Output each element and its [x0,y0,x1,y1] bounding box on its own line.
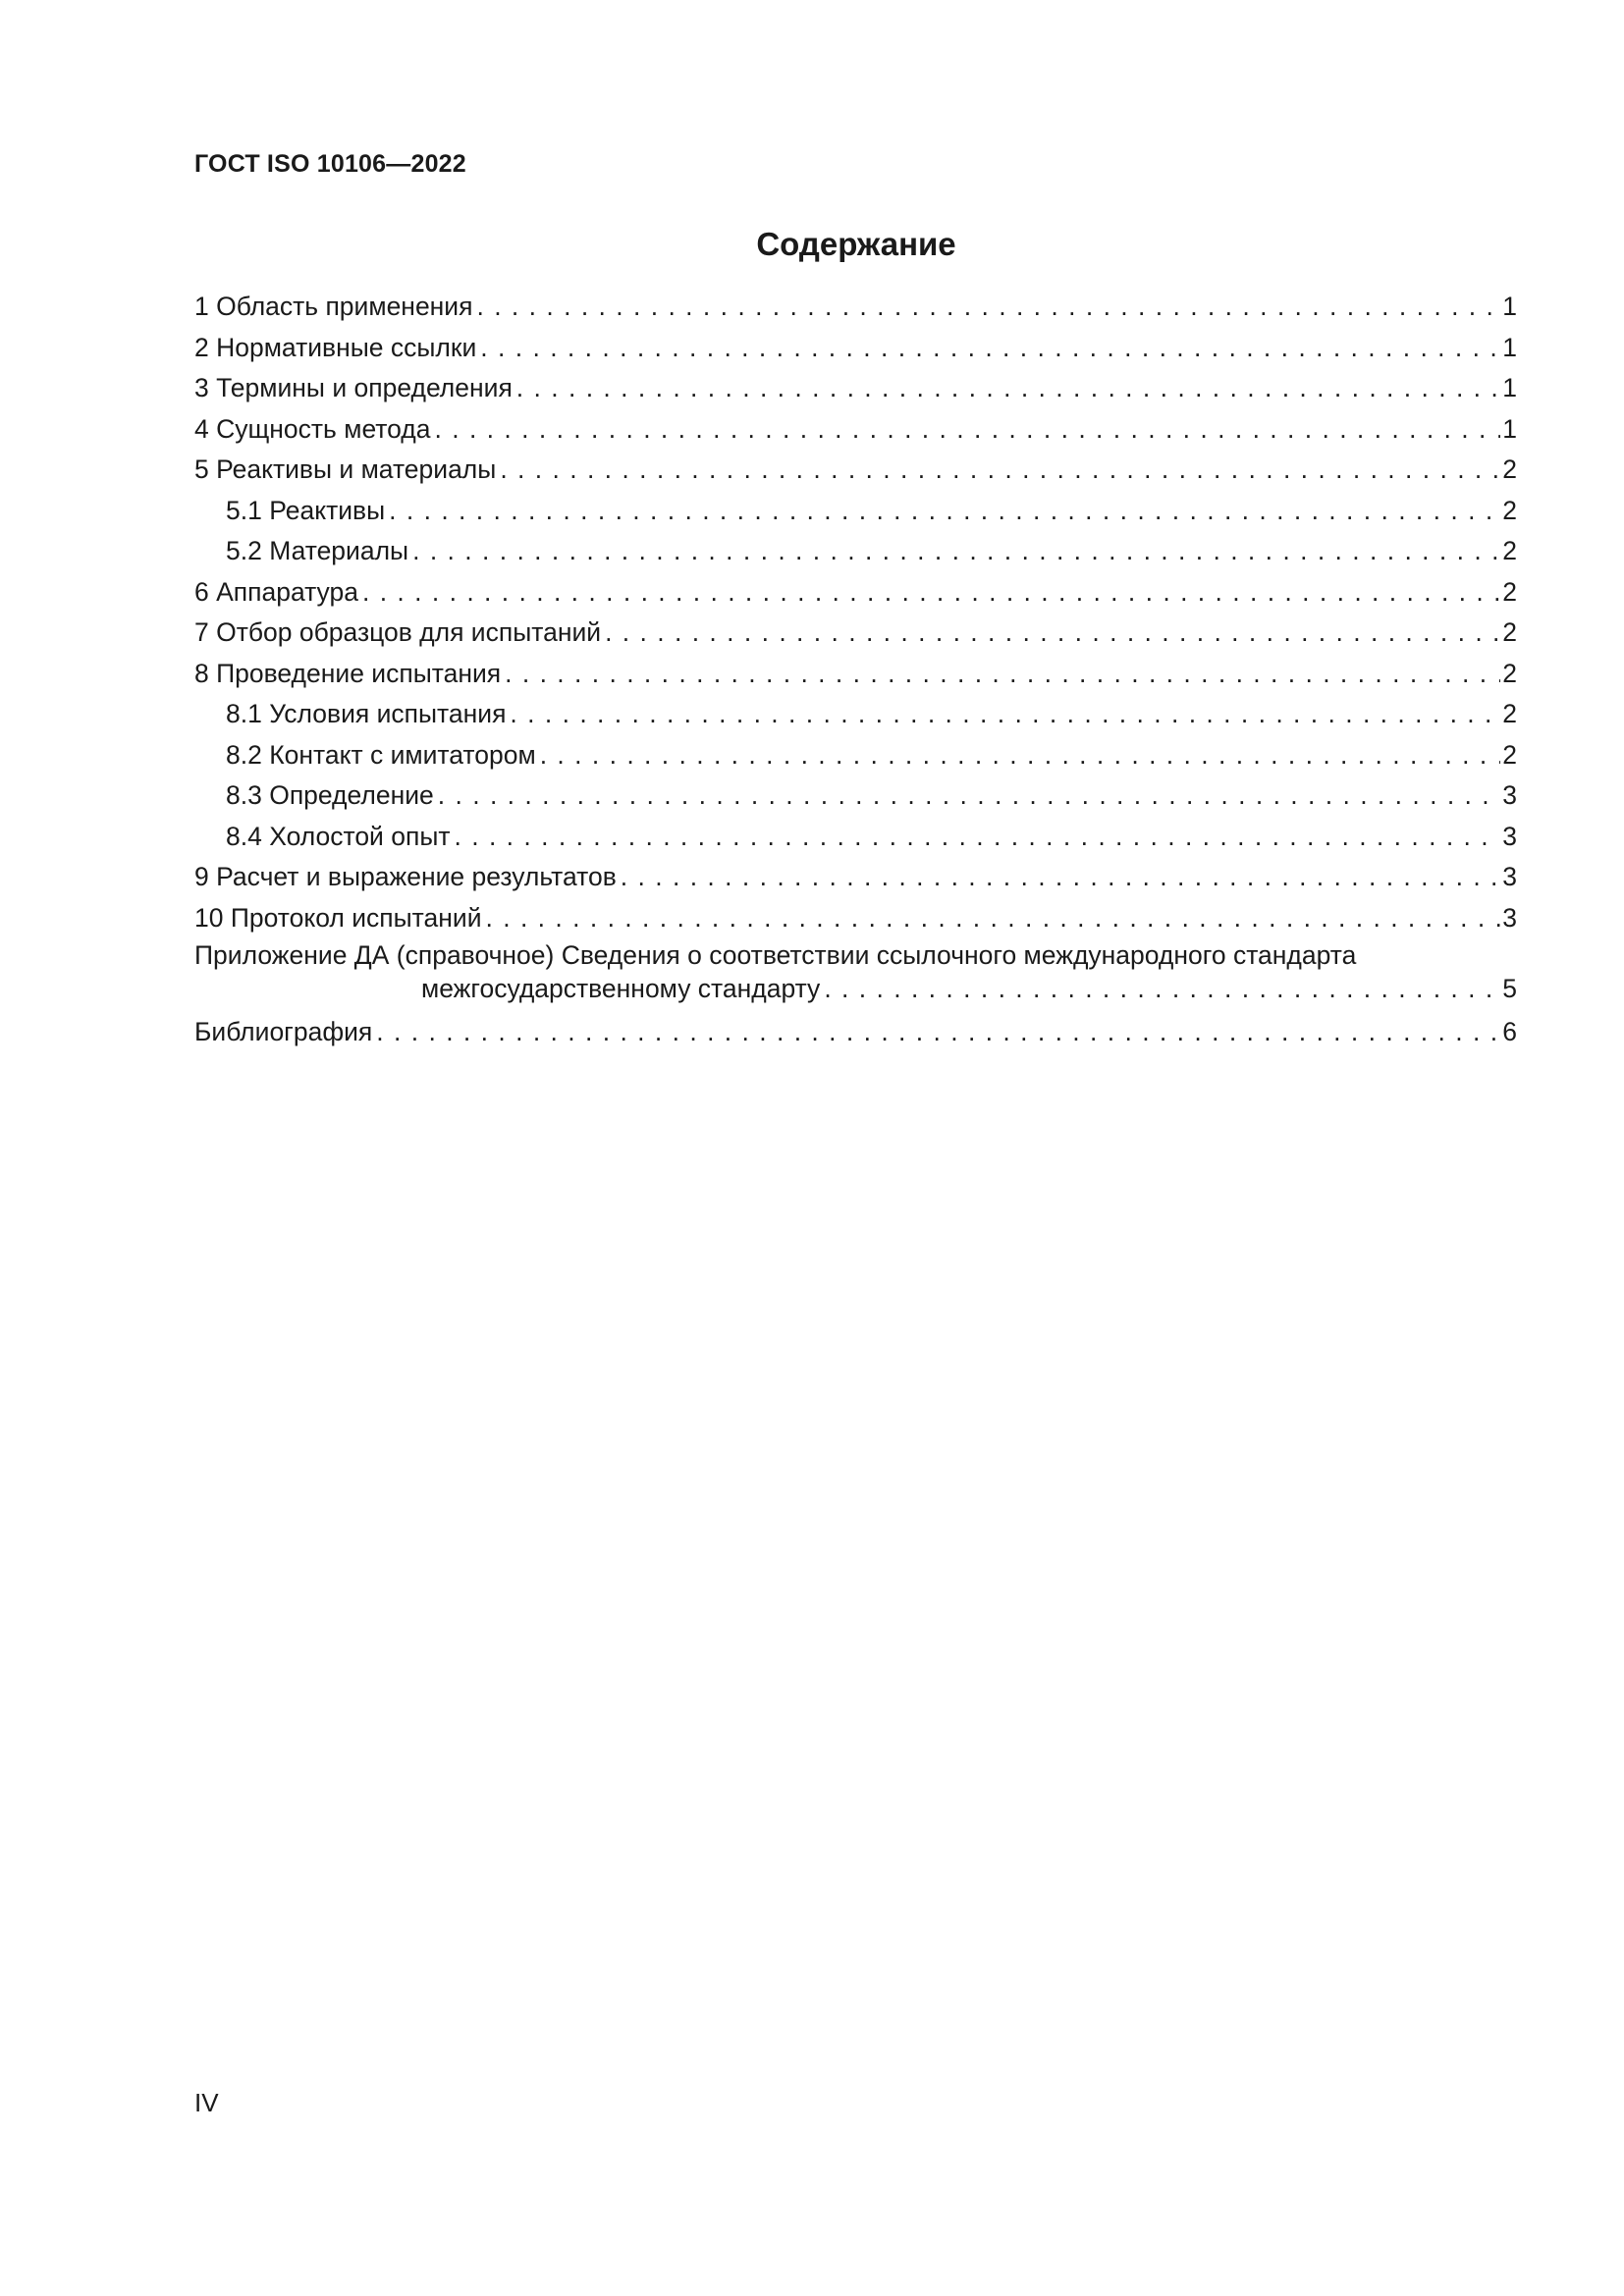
toc-item-page: 1 [1502,413,1517,444]
toc-item[interactable] [194,654,1517,695]
toc-dot-leader [376,1012,1500,1053]
toc-dot-leader [455,817,1501,858]
toc-dot-leader [621,857,1500,898]
toc-annex-item[interactable] [194,938,1517,1006]
toc-item-page: 2 [1502,576,1517,607]
toc-item-label: 7 Отбор образцов для испытаний [194,617,602,647]
toc-item-page: 5 [1502,974,1517,1003]
toc-dot-leader [480,328,1500,369]
toc-dot-leader [412,531,1500,572]
toc-item-page: 2 [1502,536,1517,565]
toc-title: Содержание [756,226,956,262]
toc-item-label: 8.2 Контакт с имитатором [226,739,536,770]
toc-annex-continuation [194,972,1517,1006]
toc-item-page: 1 [1502,332,1517,362]
toc-dot-leader [505,654,1500,695]
toc-subitem[interactable] [194,735,1517,776]
toc-item-label: 9 Расчет и выражение результатов [194,862,617,891]
toc-item-label: 4 Сущность метода [194,413,431,444]
toc-dot-leader [500,450,1500,491]
toc-item-label: 8.1 Условия испытания [226,699,507,728]
toc-dot-leader [389,491,1500,532]
toc-item[interactable] [194,450,1517,491]
toc-item-page: 2 [1502,617,1517,647]
toc-dot-leader [510,694,1500,735]
toc-dot-leader [540,735,1501,776]
toc-item-label: 8 Проведение испытания [194,658,502,688]
toc-item-page: 1 [1502,373,1517,402]
toc-item-label: Библиография [194,1017,373,1046]
document-code: ГОСТ ISO 10106—2022 [194,150,466,178]
toc-item[interactable] [194,572,1517,614]
toc-item-page: 3 [1502,780,1517,810]
page-number: IV [194,2088,219,2117]
toc-annex-title-cont: межгосударственному стандарту [421,974,821,1003]
toc-dot-leader [438,775,1500,817]
toc-dot-leader [435,409,1501,451]
toc-item-page: 6 [1502,1017,1517,1046]
toc-subitem[interactable] [194,491,1517,532]
toc-subitem[interactable] [194,817,1517,858]
toc-item-page: 2 [1502,739,1517,770]
toc-subitem[interactable] [194,694,1517,735]
toc-item-page: 3 [1502,902,1517,933]
toc-item[interactable] [194,409,1517,451]
toc-item-label: 2 Нормативные ссылки [194,332,477,362]
toc-dot-leader [516,368,1500,409]
toc-item-label: 8.3 Определение [226,780,434,810]
toc-item-label: 1 Область применения [194,292,473,321]
toc-item[interactable] [194,898,1517,939]
toc-item-page: 3 [1502,862,1517,891]
toc-item[interactable] [194,857,1517,898]
toc-item-label: 5.1 Реактивы [226,495,386,525]
toc-item-page: 1 [1502,292,1517,321]
toc-item-label: 6 Аппаратура [194,576,358,607]
toc-annex-title: Приложение ДА (справочное) Сведения о соответствии ссылочного международного стандарта [194,940,1357,970]
toc-item-label: 10 Протокол испытаний [194,902,482,933]
toc-item-label: 5 Реактивы и материалы [194,454,497,484]
toc-item[interactable] [194,613,1517,654]
toc-dot-leader [486,898,1501,939]
toc-item-page: 2 [1502,658,1517,688]
toc-subitem[interactable] [194,531,1517,572]
toc-item-page: 2 [1502,699,1517,728]
toc-item-label: 3 Термины и определения [194,373,513,402]
toc-item-page: 2 [1502,495,1517,525]
toc-dot-leader [362,572,1500,614]
toc-item-label: 8.4 Холостой опыт [226,821,451,851]
toc-dot-leader [824,972,1500,1006]
toc-item-page: 2 [1502,454,1517,484]
toc-item-label: 5.2 Материалы [226,536,409,565]
toc-dot-leader [476,287,1500,328]
toc-item[interactable] [194,287,1517,328]
toc-item[interactable] [194,328,1517,369]
toc-subitem[interactable] [194,775,1517,817]
table-of-contents [194,287,1517,1053]
toc-item-page: 3 [1502,821,1517,851]
toc-dot-leader [605,613,1500,654]
toc-item[interactable] [194,368,1517,409]
toc-bibliography-item[interactable] [194,1012,1517,1053]
